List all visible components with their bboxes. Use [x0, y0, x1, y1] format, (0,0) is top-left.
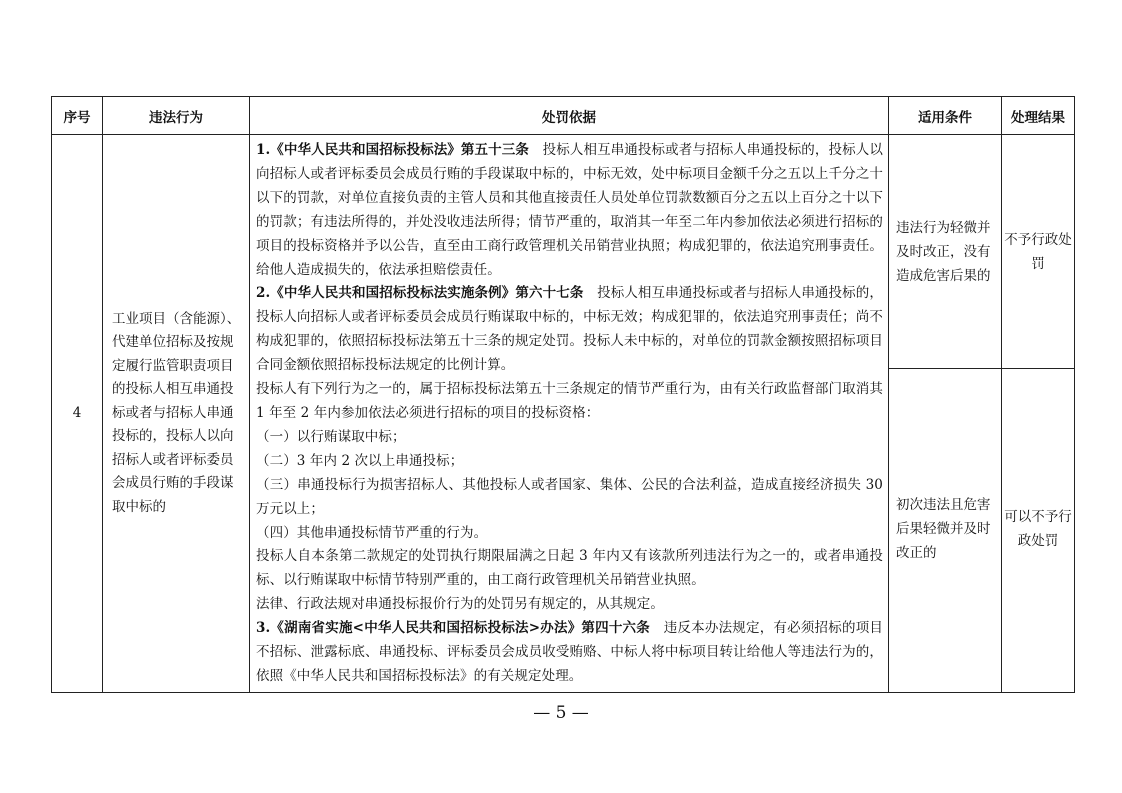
law-title-3: 3.《湖南省实施<中华人民共和国招标投标法>办法》第四十六条: [256, 620, 650, 637]
table-row: [52, 135, 1075, 693]
header-violation: 违法行为: [103, 97, 250, 135]
conditions-cell: [889, 135, 1002, 693]
results-cell: [1002, 135, 1075, 693]
basis-paragraph-2: [256, 282, 883, 378]
basis-item-1: （一）以行贿谋取中标；: [256, 428, 406, 445]
basis-paragraph-1: [256, 139, 883, 282]
law-text-3: 违反本办法规定，有必须招标的项目不招标、泄露标底、串通投标、评标委员会成员收受贿赂、中标人将中标项目转让给他人等违法行为的，依照《中华人民共和国招标投标法》的有关规定处理。: [256, 620, 884, 684]
basis-item-2: （二）3 年内 2 次以上串通投标；: [256, 452, 464, 469]
basis-item-3: （三）串通投标行为损害招标人、其他投标人或者国家、集体、公民的合法利益，造成直接经济损失 30 万元以上；: [256, 476, 883, 517]
table-header-row: [52, 97, 1075, 135]
law-text-2: 投标人相互串通投标或者与招标人串通投标的，投标人向招标人或者评标委员会成员行贿谋取中标的，中标无效；构成犯罪的，依法追究刑事责任；尚不构成犯罪的，依照招标投标法第五十三条的规定处罚。投标人未中标的，对单位的罚款金额按照招标项目合同金额依照招标投标法规定的比例计算。: [256, 285, 883, 374]
header-penalty-basis: 处罚依据: [250, 97, 889, 135]
results-split: [1002, 135, 1074, 688]
violation-cell: [103, 135, 250, 693]
penalty-basis-text: [250, 135, 888, 692]
header-result: 处理结果: [1002, 97, 1075, 135]
result-2-cell: [1002, 369, 1074, 688]
result-1-text: 不予行政处罚: [1004, 231, 1072, 272]
condition-1-cell: [889, 135, 1001, 369]
conditions-split: [889, 135, 1001, 688]
basis-paragraph-3: 投标人有下列行为之一的，属于招标投标法第五十三条规定的情节严重行为，由有关行政监督部门取消其 1 年至 2 年内参加依法必须进行招标的项目的投标资格：: [256, 381, 883, 421]
result-1-cell: [1002, 135, 1074, 369]
penalty-basis-cell: [250, 135, 889, 693]
header-applicable-conditions: 适用条件: [889, 97, 1002, 135]
law-text-1: 投标人相互串通投标或者与招标人串通投标的，投标人以向招标人或者评标委员会成员行贿的手段谋取中标的，中标无效，处中标项目金额千分之五以上千分之十以下的罚款，对单位直接负责的主管人员和其他直接责任人员处单位罚款数额百分之五以上百分之十以下的罚款；有违法所得的，并处没收违法所得；情节严重的，取消其一年至二年内参加依法必须进行招标的项目的投标资格并予以公告，直至由工商行政管理机关吊销营业执照；构成犯罪的，依法追究刑事责任。给他人造成损失的，依法承担赔偿责任。: [256, 142, 883, 278]
basis-paragraph-5: 法律、行政法规对串通投标报价行为的处罚另有规定的，从其规定。: [256, 596, 664, 613]
header-serial-number: 序号: [52, 97, 103, 135]
row-serial-number: 4: [52, 135, 103, 693]
result-2-text: 可以不予行政处罚: [1004, 508, 1072, 549]
law-title-1: 1.《中华人民共和国招标投标法》第五十三条: [256, 142, 529, 158]
penalty-table: [51, 96, 1075, 693]
law-title-2: 2.《中华人民共和国招标投标法实施条例》第六十七条: [256, 285, 584, 302]
condition-2-cell: [889, 369, 1001, 688]
page-number: — 5 —: [533, 703, 589, 723]
condition-1-text: 违法行为轻微并及时改正，没有造成危害后果的: [896, 219, 991, 284]
violation-text: 工业项目（含能源）、代建单位招标及按规定履行监管职责项目的投标人相互串通投标或者与招标人串通投标的，投标人以向招标人或者评标委员会成员行贿的手段谋取中标的: [112, 310, 241, 515]
condition-2-text: 初次违法且危害后果轻微并及时改正的: [896, 496, 991, 561]
basis-paragraph-6: [256, 617, 883, 689]
basis-paragraph-4: 投标人自本条第二款规定的处罚执行期限届满之日起 3 年内又有该款所列违法行为之一的，或者串通投标、以行贿谋取中标情节特别严重的，由工商行政管理机关吊销营业执照。: [256, 548, 883, 589]
basis-item-4: （四）其他串通投标情节严重的行为。: [256, 524, 488, 541]
